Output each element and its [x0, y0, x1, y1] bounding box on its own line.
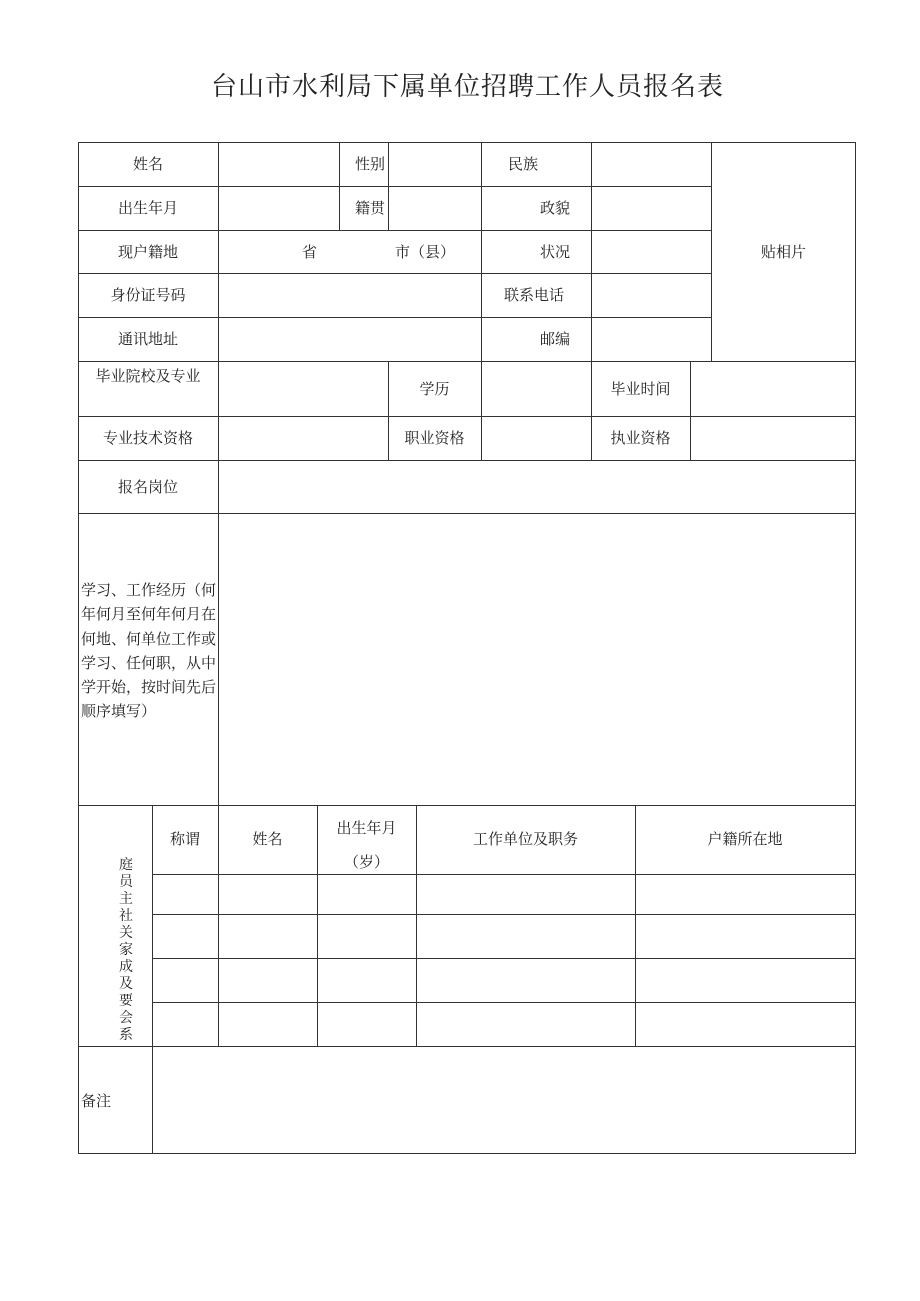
label-tech-qual: 专业技术资格	[102, 429, 193, 447]
experience-field[interactable]	[219, 514, 855, 805]
label-photo: 贴相片	[760, 243, 806, 261]
form-title: 台山市水利局下属单位招聘工作人员报名表	[210, 72, 724, 102]
label-position: 报名岗位	[117, 478, 178, 496]
label-remarks: 备注	[81, 1092, 112, 1110]
position-field[interactable]	[219, 461, 855, 513]
label-education: 学历	[419, 380, 450, 398]
label-gender: 性别	[355, 155, 386, 173]
practice-qual-field[interactable]	[691, 417, 855, 460]
birth-field[interactable]	[219, 187, 339, 230]
label-political-1: 政貌	[540, 199, 571, 217]
family-row[interactable]	[153, 875, 855, 914]
school-major-field[interactable]	[219, 362, 388, 416]
political-status-field[interactable]	[592, 187, 711, 273]
family-char: 要	[119, 993, 133, 1009]
label-province: 省	[302, 243, 318, 261]
tech-qual-field[interactable]	[219, 417, 388, 460]
family-char: 社	[119, 908, 133, 924]
family-char: 家	[119, 942, 133, 958]
label-birth: 出生年月	[117, 199, 178, 217]
remarks-field[interactable]	[153, 1047, 855, 1153]
family-header-household: 户籍所在地	[707, 830, 783, 848]
family-char: 会	[119, 1010, 133, 1026]
label-job-qual: 职业资格	[404, 429, 465, 447]
name-field[interactable]	[219, 143, 339, 186]
family-row[interactable]	[153, 915, 855, 958]
family-header-age: （岁）	[343, 853, 389, 871]
postcode-field[interactable]	[592, 318, 711, 361]
family-char: 员	[119, 874, 133, 890]
family-char: 关	[119, 925, 133, 941]
family-char: 及	[119, 976, 133, 992]
family-header-relation: 称谓	[169, 830, 200, 848]
label-household: 现户籍地	[117, 243, 178, 261]
label-id-number: 身份证号码	[110, 286, 186, 304]
job-qual-field[interactable]	[482, 417, 591, 460]
label-political-2: 状况	[540, 243, 571, 261]
family-char: 庭	[119, 857, 133, 873]
gender-field[interactable]	[389, 143, 481, 186]
family-char: 成	[119, 959, 133, 975]
education-field[interactable]	[482, 362, 591, 416]
label-city-county: 市（县）	[395, 243, 456, 261]
label-name: 姓名	[132, 155, 163, 173]
id-number-field[interactable]	[219, 274, 481, 317]
grad-time-field[interactable]	[691, 362, 855, 416]
label-address: 通讯地址	[117, 330, 178, 348]
address-field[interactable]	[219, 318, 481, 361]
label-postcode: 邮编	[540, 330, 571, 348]
family-row[interactable]	[153, 1003, 855, 1046]
label-grad-time: 毕业时间	[610, 380, 671, 398]
family-char: 主	[119, 891, 133, 907]
family-header-work: 工作单位及职务	[472, 830, 578, 848]
label-native-place: 籍贯	[355, 199, 386, 217]
family-char: 系	[119, 1027, 133, 1043]
native-place-field[interactable]	[389, 187, 481, 230]
family-row[interactable]	[153, 959, 855, 1002]
family-header-name: 姓名	[252, 830, 283, 848]
ethnicity-field[interactable]	[592, 143, 711, 186]
label-ethnicity: 民族	[508, 155, 539, 173]
label-school-major: 毕业院校及专业	[95, 367, 201, 385]
label-experience: 学习、工作经历（何年何月至何年何月在何地、何单位工作或学习、任何职，从中学开始，按时间先后顺序填写）	[81, 581, 217, 721]
label-practice-qual: 执业资格	[610, 429, 671, 447]
label-phone: 联系电话	[504, 286, 565, 304]
phone-field[interactable]	[592, 274, 711, 317]
family-header-birth: 出生年月	[336, 819, 397, 837]
